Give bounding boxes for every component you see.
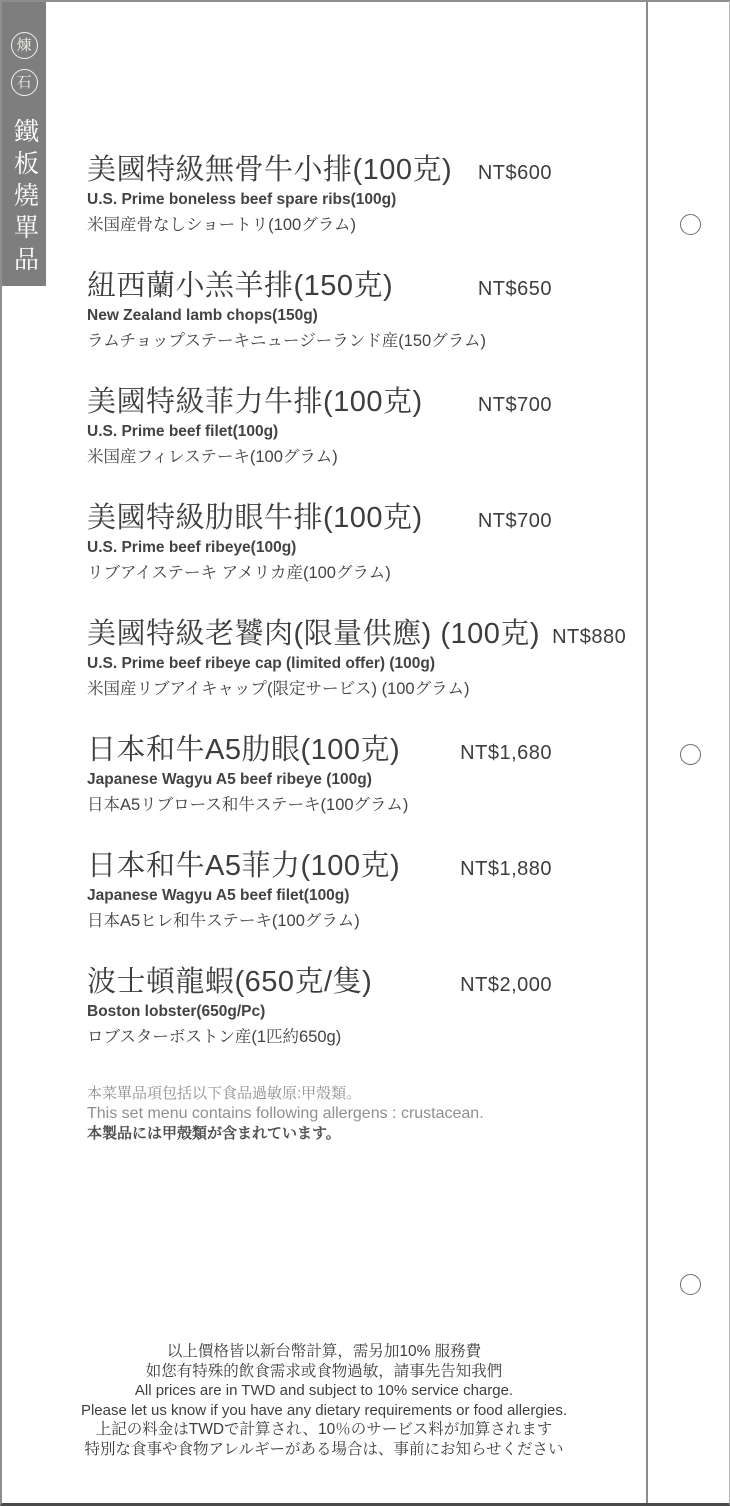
restaurant-logo-seal-top bbox=[11, 32, 38, 59]
item-subtitle-en: U.S. Prime beef filet(100g) bbox=[87, 423, 279, 440]
item-subtitle-en: U.S. Prime boneless beef spare ribs(100g) bbox=[87, 191, 397, 208]
footer-line-ja-2: 特別な食事や食物アレルギーがある場合は、事前にお知らせください bbox=[84, 1440, 564, 1458]
logo-character-bottom: 石 bbox=[16, 74, 32, 91]
item-subtitle-en: New Zealand lamb chops(150g) bbox=[87, 307, 318, 324]
item-subtitle-en: Japanese Wagyu A5 beef ribeye (100g) bbox=[87, 771, 372, 788]
item-price: NT$700 bbox=[477, 510, 552, 532]
item-subtitle-ja: リブアイステーキ アメリカ産(100グラム) bbox=[87, 564, 391, 582]
menu-item bbox=[87, 263, 552, 379]
menu-item bbox=[87, 727, 552, 843]
item-subtitle-ja: 日本A5ヒレ和牛ステーキ(100グラム) bbox=[87, 912, 360, 930]
item-title-zh: 美國特級肋眼牛排(100克) bbox=[87, 502, 423, 534]
item-subtitle-en: Japanese Wagyu A5 beef filet(100g) bbox=[87, 887, 350, 904]
footer-line-zh-1: 以上價格皆以新台幣計算，需另加10% 服務費 bbox=[166, 1343, 482, 1360]
category-sidebar bbox=[2, 2, 46, 286]
item-subtitle-en: U.S. Prime beef ribeye(100g) bbox=[87, 539, 297, 556]
menu-item bbox=[87, 379, 552, 495]
menu-item bbox=[87, 959, 552, 1075]
item-title-zh: 美國特級菲力牛排(100克) bbox=[87, 386, 423, 418]
footer-line-en-1: All prices are in TWD and subject to 10% service charge. bbox=[134, 1382, 514, 1399]
item-title-zh: 日本和牛A5菲力(100克) bbox=[87, 850, 401, 882]
item-price: NT$700 bbox=[477, 394, 552, 416]
footer-line-en-2: Please let us know if you have any dietary requirements or food allergies. bbox=[80, 1401, 568, 1419]
item-title-row bbox=[87, 147, 552, 188]
allergen-note-en: This set menu contains following allergens : crustacean. bbox=[87, 1105, 484, 1122]
punch-hole-middle bbox=[680, 744, 701, 765]
item-subtitle-ja: 米国産フィレステーキ(100グラム) bbox=[87, 448, 338, 466]
menu-item bbox=[87, 147, 552, 263]
item-subtitle-ja: ロブスターボストン産(1匹約650g) bbox=[87, 1028, 342, 1046]
footer-notices bbox=[2, 1342, 646, 1459]
allergen-note-ja: 本製品には甲殻類が含まれています。 bbox=[87, 1125, 341, 1142]
item-subtitle-ja: 米国産骨なしショートリ(100グラム) bbox=[87, 216, 357, 234]
menu-item bbox=[87, 495, 552, 611]
category-title-vertical: 鐵板燒單品 bbox=[10, 118, 39, 278]
allergen-note bbox=[87, 1084, 484, 1144]
menu-item-list bbox=[87, 147, 627, 1075]
item-title-zh: 美國特級老饕肉(限量供應) (100克) bbox=[87, 618, 541, 650]
item-subtitle-en: Boston lobster(650g/Pc) bbox=[87, 1003, 266, 1020]
punch-hole-bottom bbox=[680, 1274, 701, 1295]
footer-line-ja-1: 上記の料金はTWDで計算され、10％のサービス料が加算されます bbox=[95, 1421, 553, 1438]
item-title-row bbox=[87, 379, 552, 420]
logo-character-top: 煉 bbox=[16, 37, 32, 54]
item-title-zh: 波士頓龍蝦(650克/隻) bbox=[87, 966, 373, 998]
item-title-row bbox=[87, 843, 552, 884]
allergen-note-zh: 本菜單品項包括以下食品過敏原:甲殼類。 bbox=[87, 1085, 362, 1102]
item-title-zh: 紐西蘭小羔羊排(150克) bbox=[87, 270, 394, 302]
footer-line-zh-2: 如您有特殊的飲食需求或食物過敏，請事先告知我們 bbox=[145, 1362, 503, 1380]
item-subtitle-ja: 米国産リブアイキャップ(限定サービス) (100グラム) bbox=[87, 680, 470, 698]
item-subtitle-en: U.S. Prime beef ribeye cap (limited offer) (100g) bbox=[87, 655, 435, 672]
menu-item bbox=[87, 843, 552, 959]
item-subtitle-ja: 日本A5リブロース和牛ステーキ(100グラム) bbox=[87, 796, 409, 814]
item-title-row bbox=[87, 495, 552, 536]
item-subtitle-ja: ラムチョップステーキニュージーランド産(150グラム) bbox=[87, 332, 487, 350]
item-title-row bbox=[87, 611, 627, 652]
item-price: NT$650 bbox=[477, 278, 552, 300]
item-price: NT$2,000 bbox=[460, 974, 552, 996]
right-margin-rule bbox=[646, 2, 648, 1503]
item-price: NT$1,680 bbox=[460, 742, 552, 764]
item-title-row bbox=[87, 959, 552, 1000]
item-title-zh: 美國特級無骨牛小排(100克) bbox=[87, 154, 453, 186]
punch-hole-top bbox=[680, 214, 701, 235]
item-title-row bbox=[87, 727, 552, 768]
item-title-row bbox=[87, 263, 552, 304]
item-price: NT$880 bbox=[552, 626, 627, 648]
menu-item bbox=[87, 611, 627, 727]
restaurant-logo-seal-bottom bbox=[11, 69, 38, 96]
item-price: NT$600 bbox=[477, 162, 552, 184]
item-title-zh: 日本和牛A5肋眼(100克) bbox=[87, 734, 401, 766]
item-price: NT$1,880 bbox=[460, 858, 552, 880]
